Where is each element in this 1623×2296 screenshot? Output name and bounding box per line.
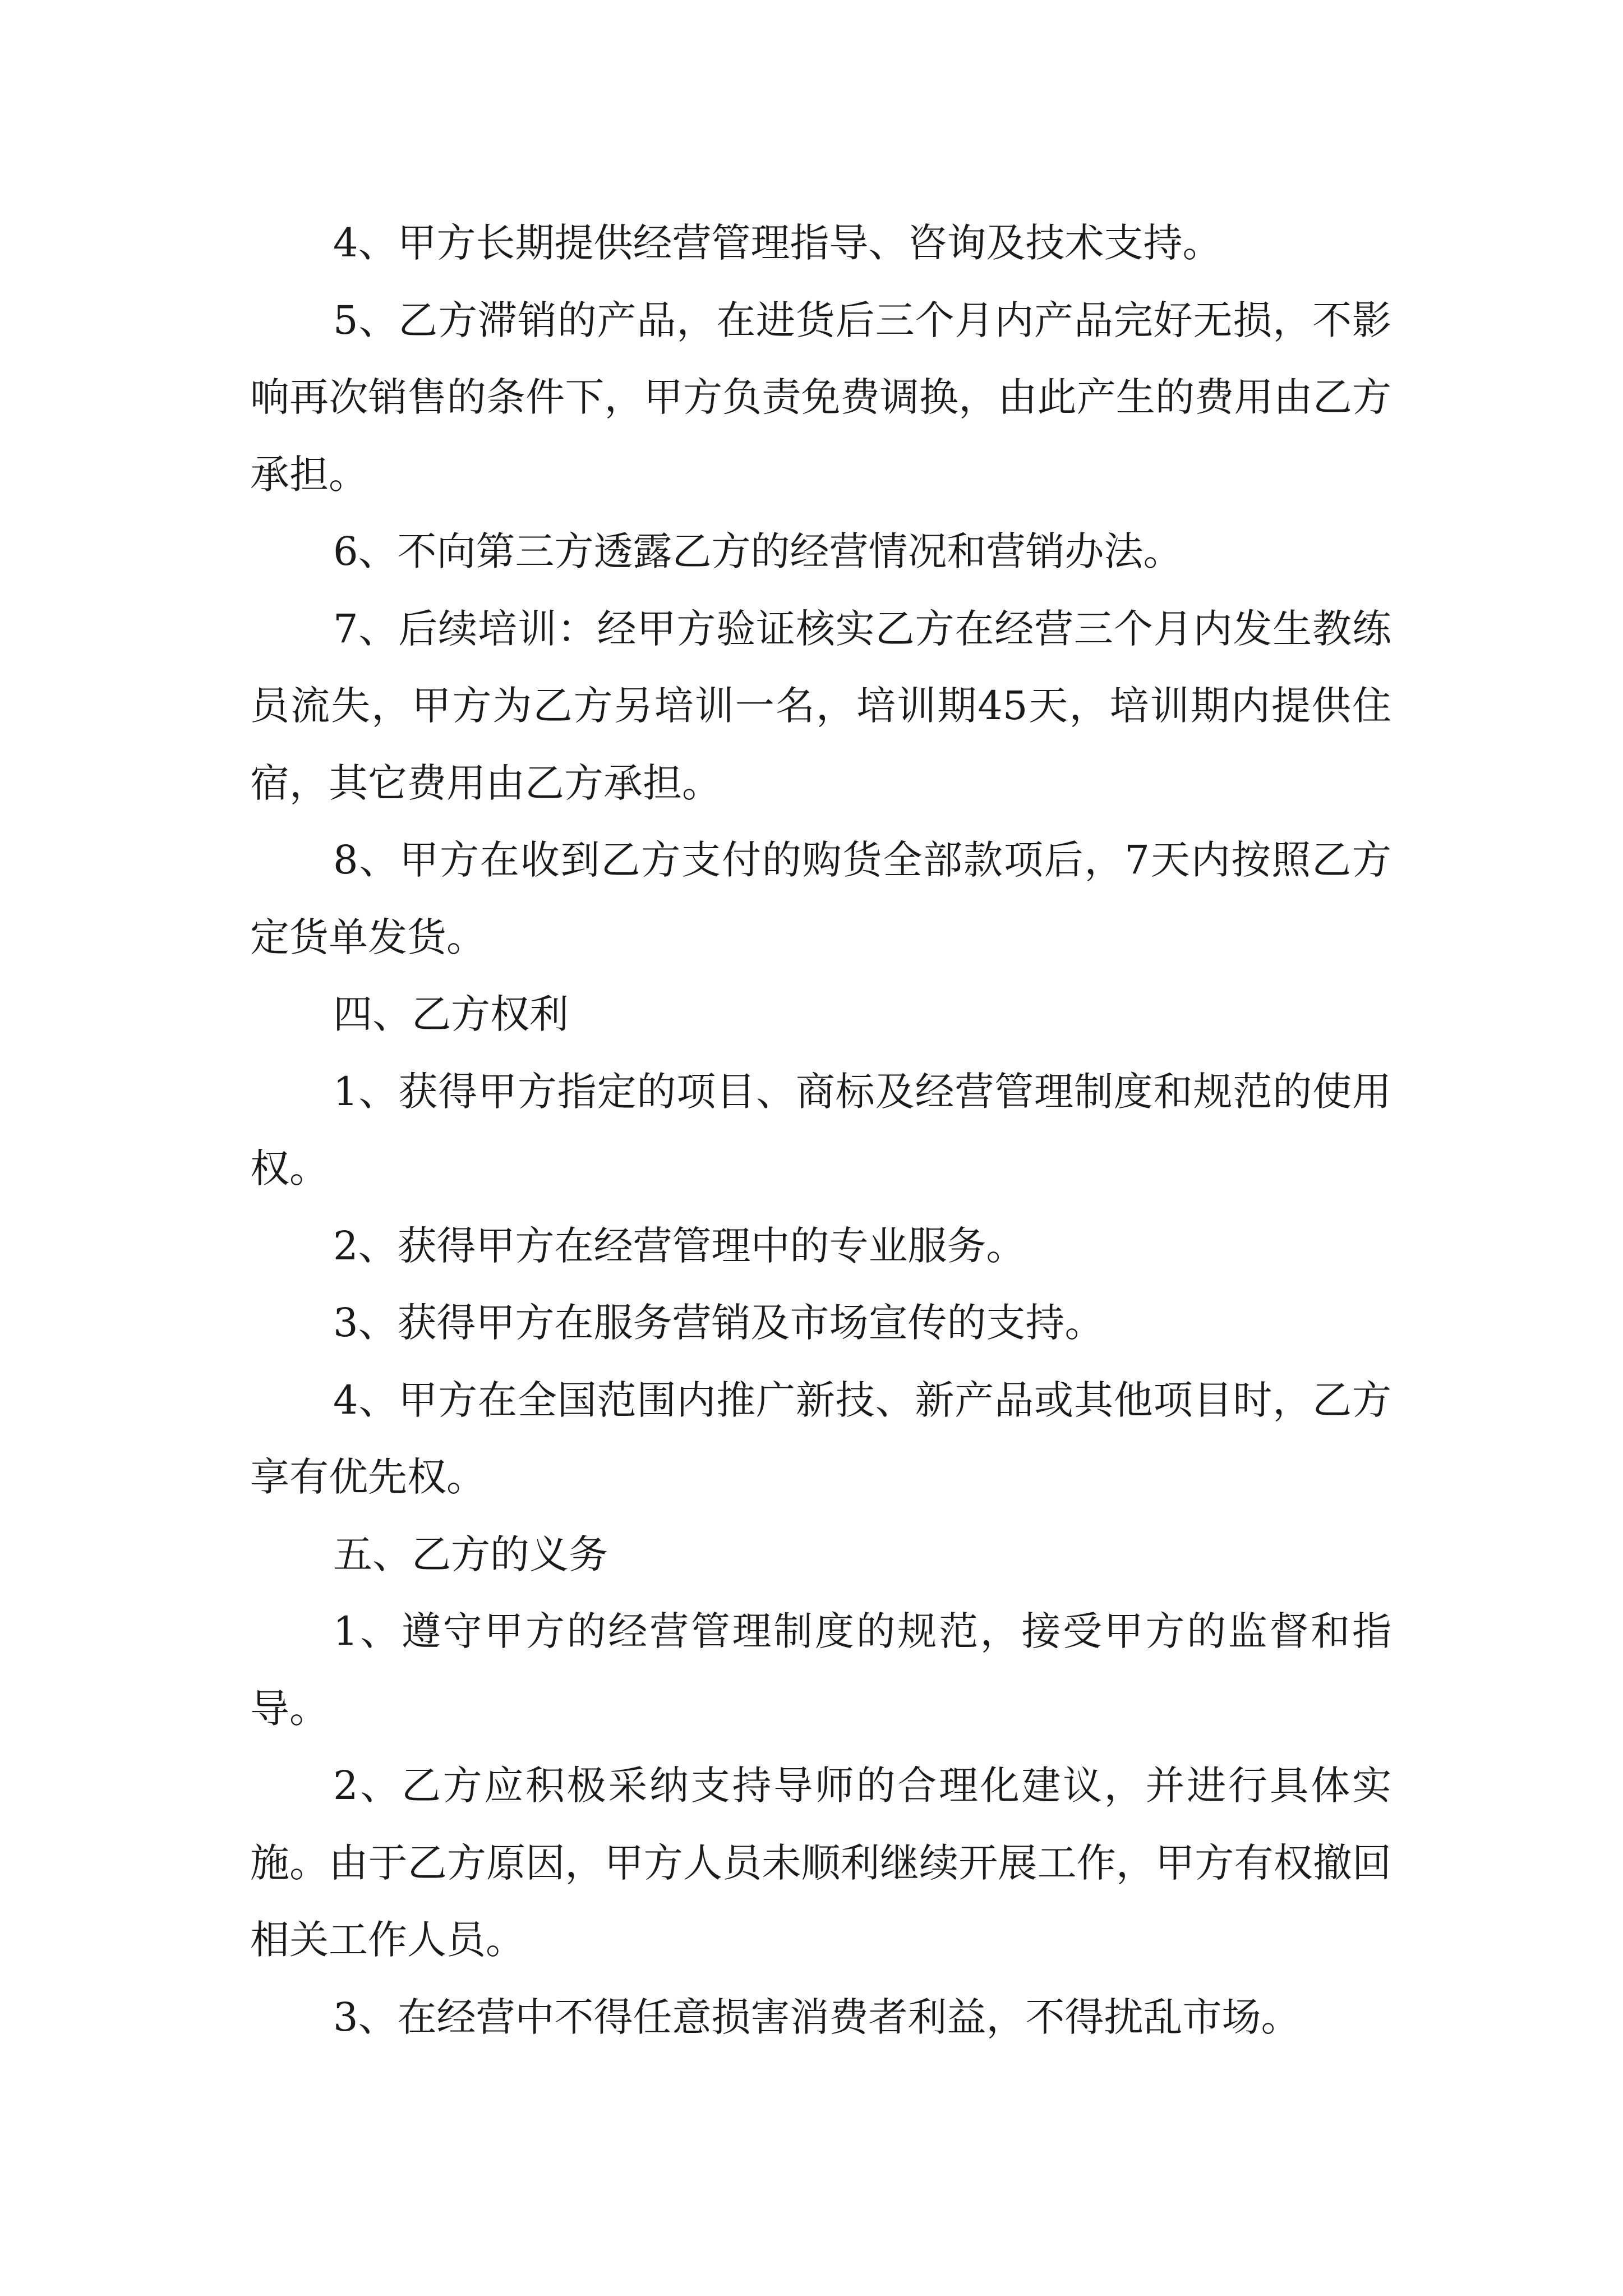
document-body <box>250 205 1391 2056</box>
paragraph-a-6: 6、不向第三方透露乙方的经营情况和营销办法。 <box>333 528 1183 574</box>
paragraph-a-8: 8、甲方在收到乙方支付的购货全部款项后，7天内按照乙方定货单发货。 <box>250 837 1391 960</box>
paragraph-c-3: 3、在经营中不得任意损害消费者利益，不得扰乱市场。 <box>333 1994 1301 2040</box>
paragraph-c-1: 1、遵守甲方的经营管理制度的规范，接受甲方的监督和指导。 <box>250 1608 1391 1732</box>
paragraph-a-5: 5、乙方滞销的产品，在进货后三个月内产品完好无损，不影响再次销售的条件下，甲方负责免费调换，由此产生的费用由乙方承担。 <box>250 297 1391 498</box>
paragraph-b-3: 3、获得甲方在服务营销及市场宣传的支持。 <box>333 1300 1104 1346</box>
paragraph-b-4: 4、甲方在全国范围内推广新技、新产品或其他项目时，乙方享有优先权。 <box>250 1377 1391 1500</box>
paragraph-a-7: 7、后续培训：经甲方验证核实乙方在经营三个月内发生教练员流失，甲方为乙方另培训一名，培训期45天，培训期内提供住宿，其它费用由乙方承担。 <box>250 605 1391 806</box>
paragraph-c-2: 2、乙方应积极采纳支持导师的合理化建议，并进行具体实施。由于乙方原因，甲方人员未顺利继续开展工作，甲方有权撤回相关工作人员。 <box>250 1763 1391 1963</box>
paragraph-b-2: 2、获得甲方在经营管理中的专业服务。 <box>333 1222 1026 1269</box>
paragraph-b-1: 1、获得甲方指定的项目、商标及经营管理制度和规范的使用权。 <box>250 1068 1391 1191</box>
section-heading-rights: 四、乙方权利 <box>333 991 569 1037</box>
section-heading-obligations: 五、乙方的义务 <box>333 1531 608 1577</box>
paragraph-a-4: 4、甲方长期提供经营管理指导、咨询及技术支持。 <box>333 220 1222 266</box>
